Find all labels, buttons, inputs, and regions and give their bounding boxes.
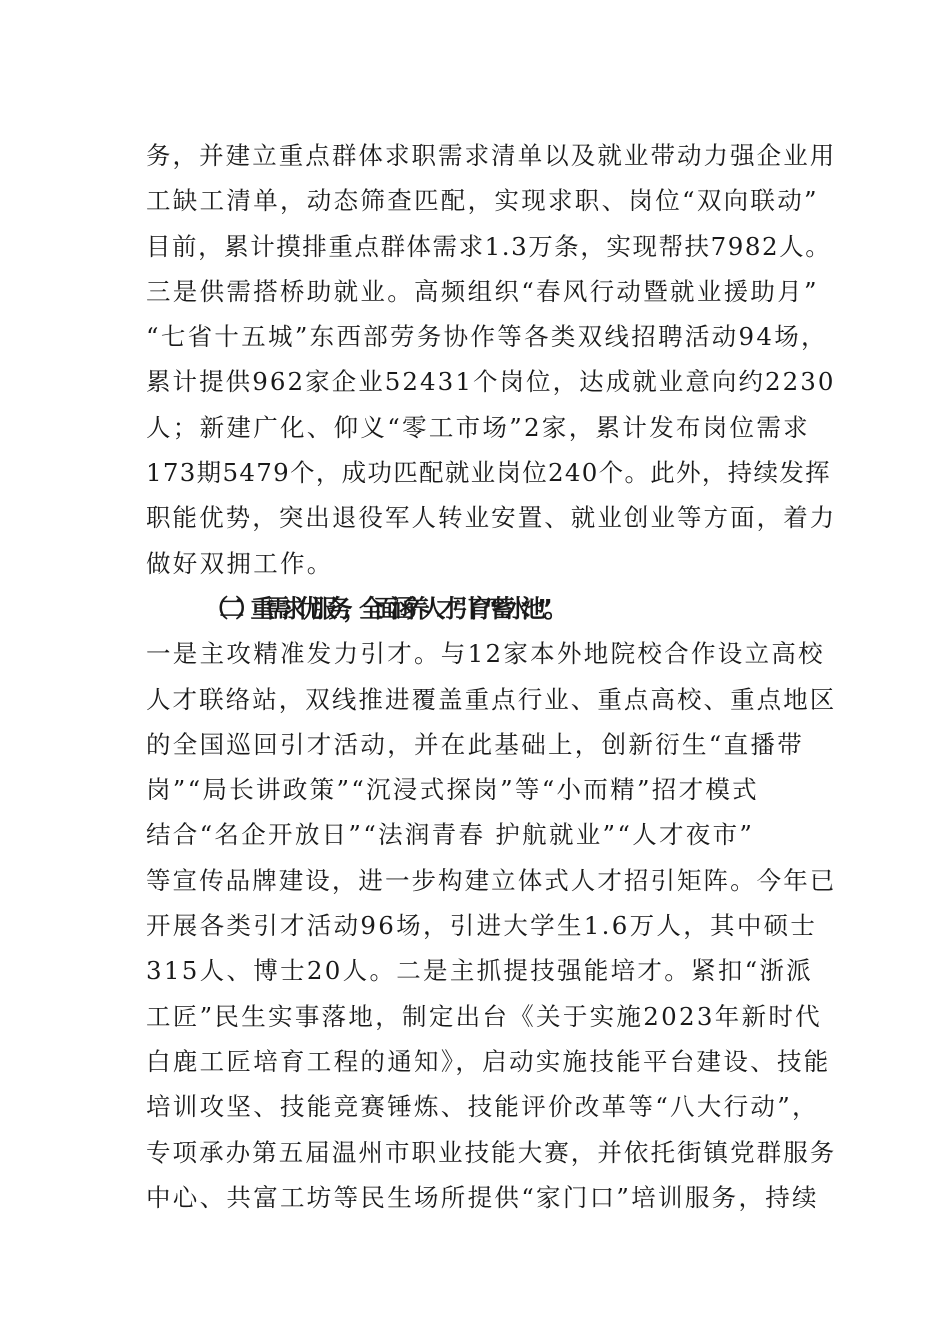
text-line: 岗”“局长讲政策”“沉浸式探岗”等“小而精”招才模式	[146, 775, 759, 805]
text-line: 培训攻坚、技能竞赛锤炼、技能评价改革等“八大行动”，	[146, 1092, 819, 1122]
text-line: 三是供需搭桥助就业。高频组织“春风行动暨就业援助月”	[146, 276, 819, 306]
text-line: 一是主攻精准发力引才。与12家本外地院校合作设立高校	[146, 639, 825, 669]
text-line: 职能优势，突出退役军人转业安置、就业创业等方面，着力	[146, 503, 837, 533]
text-line: 白鹿工匠培育工程的通知》，启动实施技能平台建设、技能	[146, 1046, 831, 1076]
text-line: 务，并建立重点群体求职需求清单以及就业带动力强企业用	[146, 141, 837, 170]
body-text	[146, 133, 836, 1220]
text-line: 工缺工清单，动态筛查匹配，实现求职、岗位“双向联动”	[146, 186, 819, 216]
text-line: 人才联络站，双线推进覆盖重点行业、重点高校、重点地区	[146, 684, 837, 714]
text-line: 开展各类引才活动96场，引进大学生1.6万人，其中硕士	[146, 911, 818, 941]
text-line: 中心、共富工坊等民生场所提供“家门口”培训服务，持续	[146, 1182, 819, 1212]
section-heading: （二）重需求优服务，全面涵养人才引育“蓄水池”。	[204, 593, 560, 623]
text-line: 的全国巡回引才活动，并在此基础上，创新衍生“直播带	[146, 729, 805, 759]
text-line: “七省十五城”东西部劳务协作等各类双线招聘活动94场，	[146, 322, 828, 352]
text-line: 目前，累计摸排重点群体需求1.3万条，实现帮扶7982人。	[146, 231, 832, 261]
text-line: 173期5479个，成功匹配就业岗位240个。此外，持续发挥	[146, 458, 831, 488]
text-line: 结合“名企开放日”“法润青春 护航就业”“人才夜市”	[146, 820, 755, 850]
text-line: 等宣传品牌建设，进一步构建立体式人才招引矩阵。今年已	[146, 865, 837, 895]
text-line: 累计提供962家企业52431个岗位，达成就业意向约2230	[146, 367, 836, 397]
text-line: 315人、博士20人。二是主抓提技强能培才。紧扣“浙派	[146, 956, 814, 986]
text-line: 做好双拥工作。	[146, 548, 334, 578]
text-line: 专项承办第五届温州市职业技能大赛，并依托街镇党群服务	[146, 1137, 837, 1167]
text-line: 工匠”民生实事落地，制定出台《关于实施2023年新时代	[146, 1001, 822, 1031]
text-line: 人；新建广化、仰义“零工市场”2家，累计发布岗位需求	[146, 412, 810, 442]
